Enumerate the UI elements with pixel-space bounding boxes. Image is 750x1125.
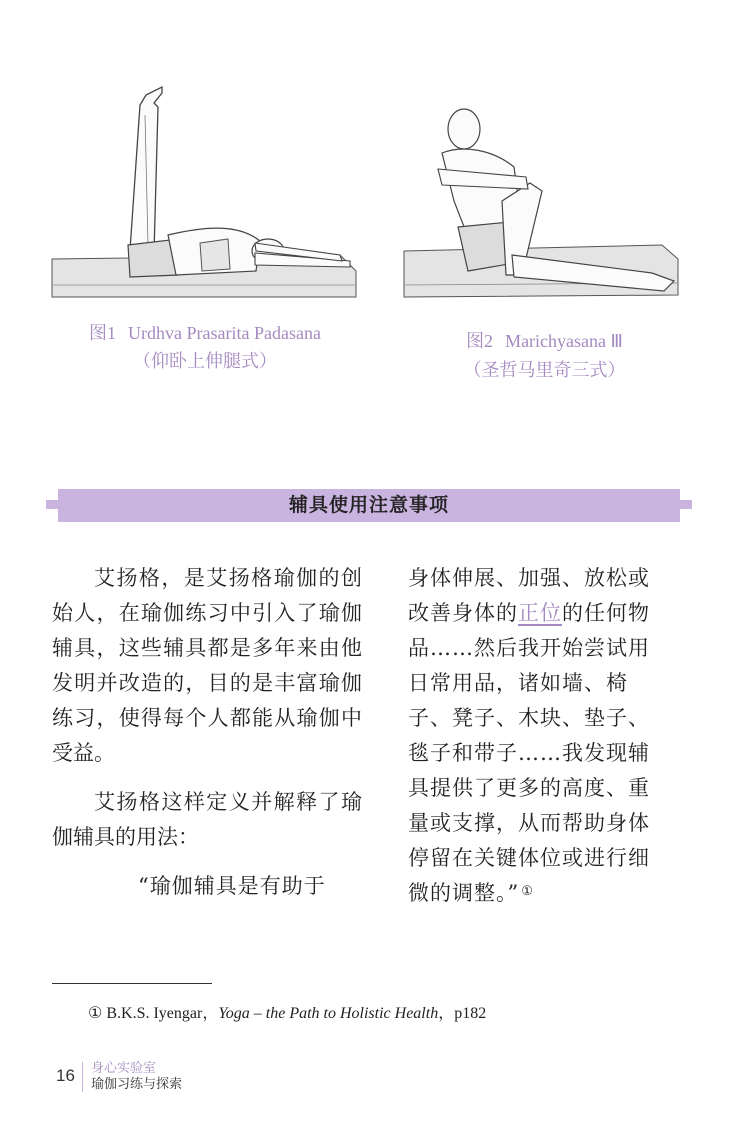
figure-1-illustration bbox=[50, 75, 360, 305]
section-header-tab-left bbox=[46, 500, 58, 509]
paragraph-2: 艾扬格这样定义并解释了瑜伽辅具的用法： bbox=[52, 790, 362, 849]
figure-1 bbox=[50, 75, 360, 375]
figure-1-name: Urdhva Prasarita Padasana bbox=[128, 323, 321, 343]
footnote-title: Yoga – the Path to Holistic Health bbox=[218, 1005, 439, 1022]
footnote bbox=[88, 1000, 486, 1023]
alignment-link[interactable]: 正位 bbox=[518, 601, 562, 625]
figure-2-chinese-name: （圣哲马里奇三式） bbox=[463, 360, 626, 380]
section-header-tab-right bbox=[680, 500, 692, 509]
footer-series-title: 身心实验室 bbox=[91, 1061, 157, 1076]
footnote-divider bbox=[52, 983, 212, 984]
body-column-left bbox=[52, 561, 362, 918]
quote-text-after-link: 的任何物品……然后我开始尝试用日常用品，诸如墙、椅子、凳子、木块、垫子、毯子和带子……我发现辅具提供了更多的高度、重量或支撑，从而帮助身体停留在关键体位或进行细微的调整。” bbox=[408, 601, 650, 905]
footer-divider bbox=[82, 1062, 83, 1092]
figure-2-illustration bbox=[402, 105, 687, 310]
paragraph-1: 艾扬格，是艾扬格瑜伽的创始人，在瑜伽练习中引入了瑜伽辅具，这些辅具都是多年来由他发明并改造的，目的是丰富瑜伽练习，使得每个人都能从瑜伽中受益。 bbox=[52, 566, 362, 765]
footnote-page: ，p182 bbox=[438, 1005, 487, 1022]
figure-1-number: 图1 bbox=[89, 323, 117, 343]
figure-2-number: 图2 bbox=[466, 331, 494, 351]
footnote-author: B.K.S. Iyengar， bbox=[106, 1005, 219, 1022]
figure-2-name: Marichyasana Ⅲ bbox=[505, 331, 623, 351]
figure-2 bbox=[402, 105, 687, 385]
section-title: 辅具使用注意事项 bbox=[288, 494, 449, 516]
footnote-marker: ① bbox=[88, 1005, 103, 1022]
footer-book-title: 瑜伽习练与探索 bbox=[91, 1077, 183, 1092]
footnote-reference[interactable]: ① bbox=[521, 884, 534, 899]
quote-start: “瑜伽辅具是有助于 bbox=[138, 874, 326, 898]
figure-1-caption bbox=[50, 319, 360, 345]
body-column-right bbox=[408, 561, 670, 911]
figure-2-caption bbox=[402, 327, 687, 353]
quote-text-before-link: 身体伸展、加强、放松或改善身体的 bbox=[408, 566, 650, 625]
page-number: 16 bbox=[56, 1066, 75, 1085]
figure-1-chinese-name: （仰卧上伸腿式） bbox=[133, 351, 277, 371]
